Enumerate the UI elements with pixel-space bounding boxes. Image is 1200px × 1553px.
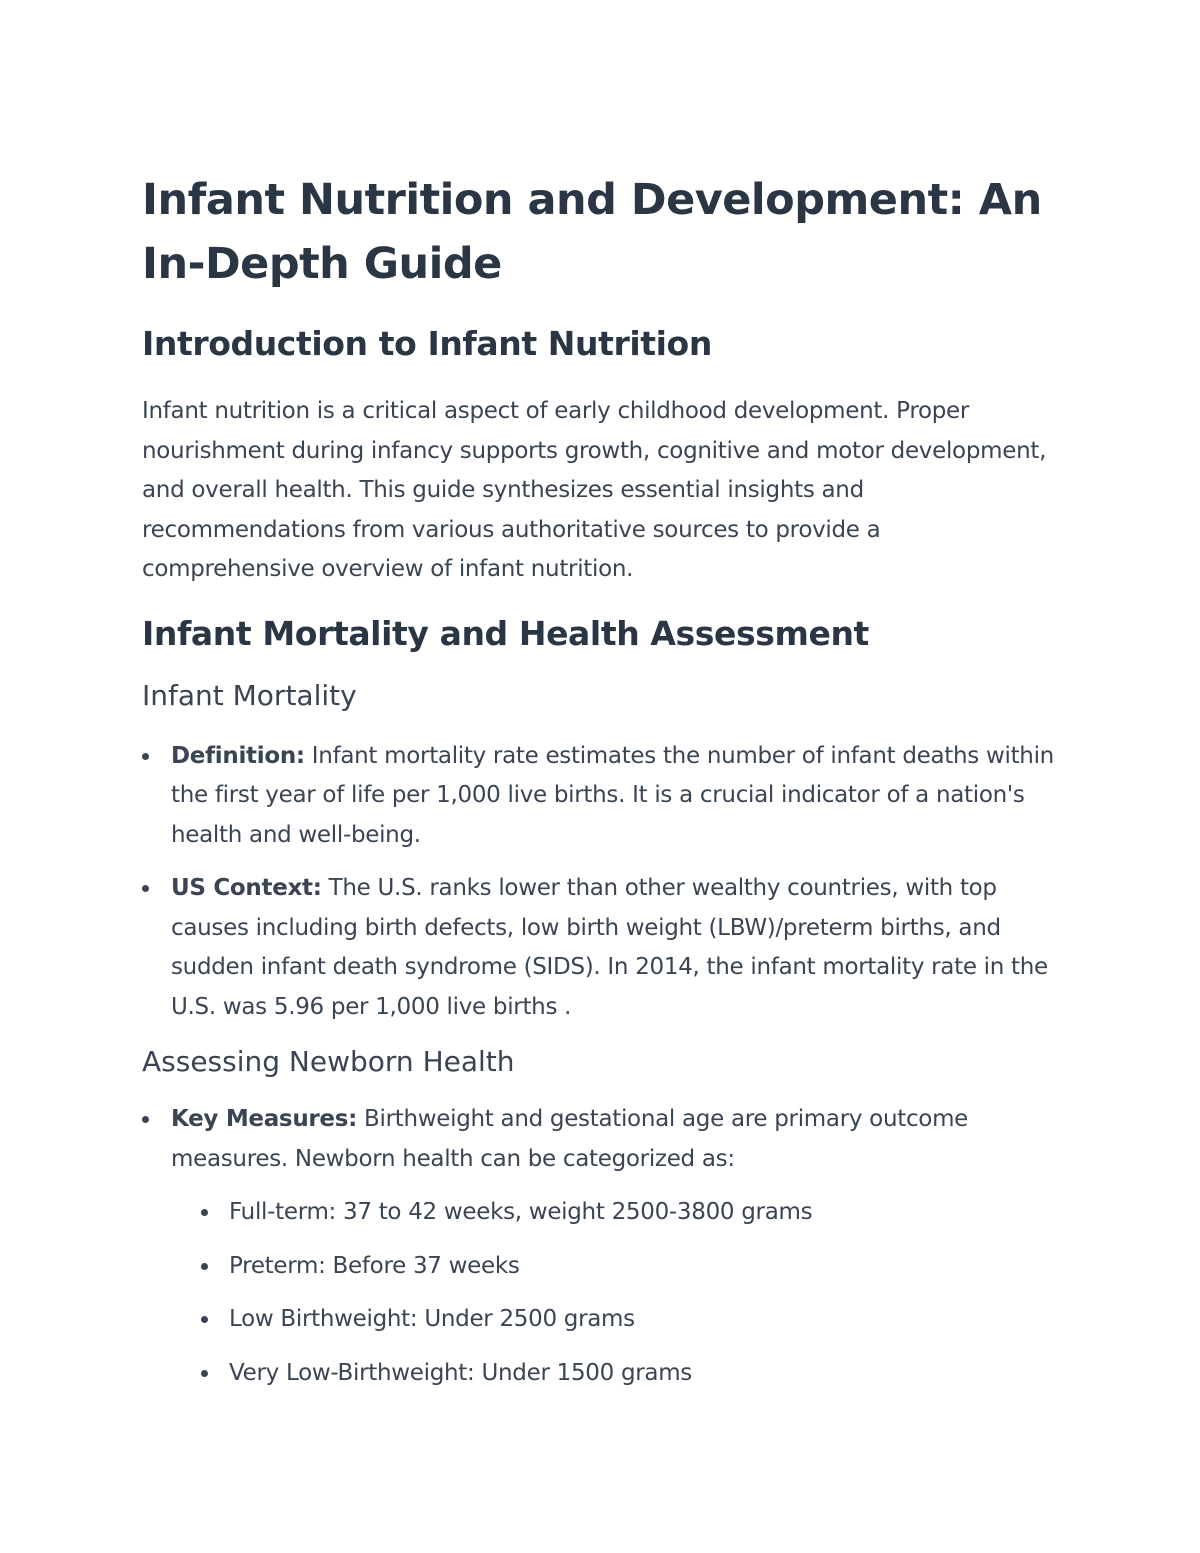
bullet-icon [201, 1263, 208, 1270]
list-item-key-measures [142, 1100, 1058, 1393]
bullet-icon [201, 1209, 208, 1216]
bullet-icon [201, 1316, 208, 1323]
section-heading-introduction: Introduction to Infant Nutrition [142, 324, 712, 363]
category-item [171, 1354, 1058, 1394]
category-item [171, 1247, 1058, 1287]
list-item-label: Key Measures: [171, 1106, 358, 1132]
list-item-text: The U.S. ranks lower than other wealthy countries, with top causes including birth defects, low birth weight (LBW)/preterm births, and sudden infant death syndrome (SIDS). In 2014, the infant mortality rate in the U.S. was 5.96 per 1,000 live births . [171, 875, 1048, 1020]
list-item-text: Infant mortality rate estimates the number of infant deaths within the first year of life per 1,000 live births. It is a crucial indicator of a nation's health and well-being. [171, 742, 1054, 848]
bullet-icon [142, 885, 149, 892]
subheading-infant-mortality: Infant Mortality [142, 678, 357, 712]
category-text: Very Low-Birthweight: Under 1500 grams [229, 1359, 692, 1386]
subheading-newborn-health: Assessing Newborn Health [142, 1045, 515, 1078]
newborn-categories-list [171, 1193, 1058, 1393]
category-item [171, 1300, 1058, 1340]
page-title: Infant Nutrition and Development: An In-Depth Guide [142, 175, 1042, 289]
category-item [171, 1193, 1058, 1233]
newborn-health-list [142, 1100, 1058, 1393]
bullet-icon [142, 753, 149, 760]
list-item-text: Birthweight and gestational age are primary outcome measures. Newborn health can be categorized as: [171, 1106, 969, 1172]
intro-paragraph: Infant nutrition is a critical aspect of early childhood development. Proper nourishment during infancy supports growth, cognitive and motor development, and overall health. This guide synthesizes essential insights and recommendations from various authoritative sources to provide a comprehensive overview of infant nutrition. [142, 398, 1047, 582]
list-item-definition [142, 737, 1058, 856]
bullet-icon [201, 1370, 208, 1377]
bullet-icon [142, 1116, 149, 1123]
infant-mortality-list [142, 737, 1058, 1028]
category-text: Full-term: 37 to 42 weeks, weight 2500-3800 grams [229, 1199, 813, 1225]
list-item-label: US Context: [171, 875, 322, 901]
list-item-us-context [142, 869, 1058, 1027]
section-heading-mortality: Infant Mortality and Health Assessment [142, 613, 869, 653]
category-text: Preterm: Before 37 weeks [229, 1252, 520, 1279]
category-text: Low Birthweight: Under 2500 grams [229, 1306, 635, 1332]
list-item-label: Definition: [171, 742, 305, 769]
